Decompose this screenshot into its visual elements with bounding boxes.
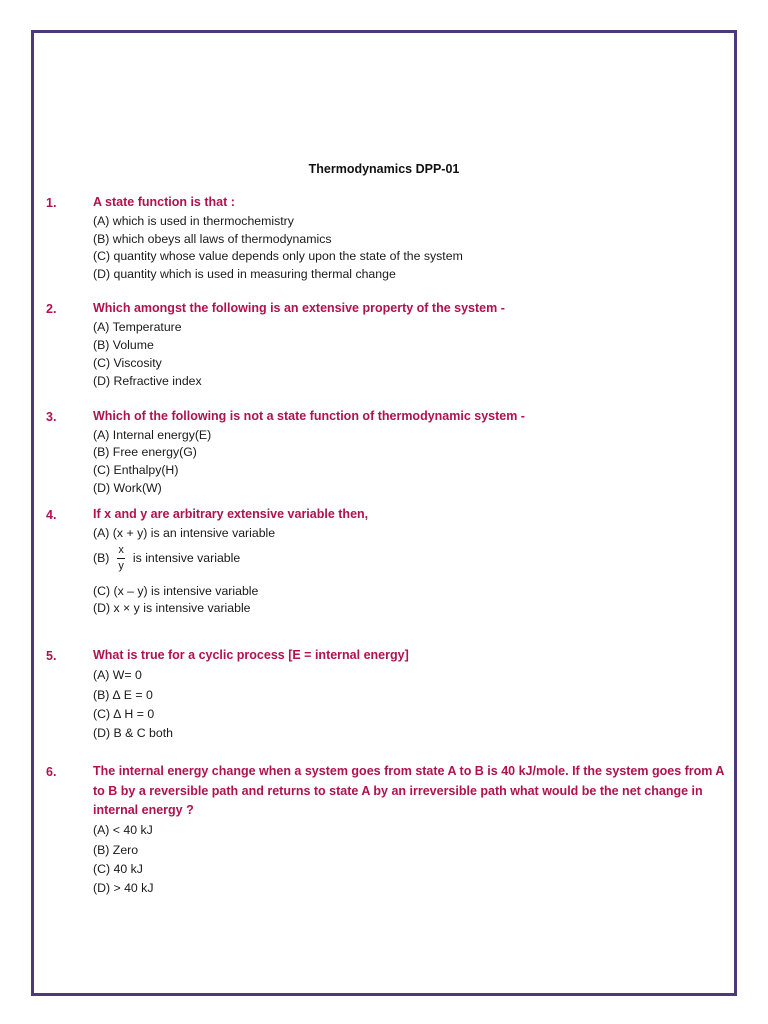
option-c: (C) quantity whose value depends only upon the state of the system xyxy=(93,249,463,263)
question-text: Which amongst the following is an extensive property of the system - xyxy=(93,301,505,315)
option-a: (A) W= 0 xyxy=(93,668,142,682)
option-b: (B) ∆ E = 0 xyxy=(93,688,153,702)
question-number: 1. xyxy=(46,196,57,210)
option-b: (B) which obeys all laws of thermodynamics xyxy=(93,232,332,246)
option-d: (D) Work(W) xyxy=(93,481,162,495)
option-a: (A) Temperature xyxy=(93,320,182,334)
option-d: (D) B & C both xyxy=(93,726,173,740)
option-a: (A) Internal energy(E) xyxy=(93,428,212,442)
fraction-numerator: x xyxy=(117,545,125,559)
option-a: (A) which is used in thermochemistry xyxy=(93,214,294,228)
document-title: Thermodynamics DPP-01 xyxy=(308,162,460,176)
question-text: A state function is that : xyxy=(93,195,235,209)
question-text: If x and y are arbitrary extensive variable then, xyxy=(93,507,369,521)
option-label: (B) xyxy=(93,550,110,565)
option-d: (D) quantity which is used in measuring thermal change xyxy=(93,267,396,281)
option-d: (D) > 40 kJ xyxy=(93,881,154,895)
x-over-y-fraction xyxy=(117,545,125,572)
question-text: Which of the following is not a state function of thermodynamic system - xyxy=(93,409,525,423)
option-suffix: is intensive variable xyxy=(132,550,241,565)
option-d: (D) x × y is intensive variable xyxy=(93,601,251,615)
question-number: 6. xyxy=(46,765,57,779)
question-text: What is true for a cyclic process [E = internal energy] xyxy=(93,648,409,662)
question-text: The internal energy change when a system goes from state A to B is 40 kJ/mole. If the system goes from A to B by a reversible path and returns to state A by an irreversible path what would be the net change in internal energy ? xyxy=(93,764,724,817)
option-d: (D) Refractive index xyxy=(93,374,202,388)
question-number: 5. xyxy=(46,649,57,663)
option-c: (C) ∆ H = 0 xyxy=(93,707,155,721)
question-number: 2. xyxy=(46,302,57,316)
option-a: (A) (x + y) is an intensive variable xyxy=(93,526,276,540)
option-b: (B) Zero xyxy=(93,843,139,857)
option-b xyxy=(93,545,240,572)
question-number: 4. xyxy=(46,508,57,522)
fraction-denominator: y xyxy=(118,560,124,572)
option-a: (A) < 40 kJ xyxy=(93,823,153,837)
option-b: (B) Volume xyxy=(93,338,154,352)
option-c: (C) (x – y) is intensive variable xyxy=(93,584,259,598)
option-c: (C) Viscosity xyxy=(93,356,162,370)
question-number: 3. xyxy=(46,410,57,424)
option-b: (B) Free energy(G) xyxy=(93,445,197,459)
option-c: (C) Enthalpy(H) xyxy=(93,463,179,477)
option-c: (C) 40 kJ xyxy=(93,862,143,876)
